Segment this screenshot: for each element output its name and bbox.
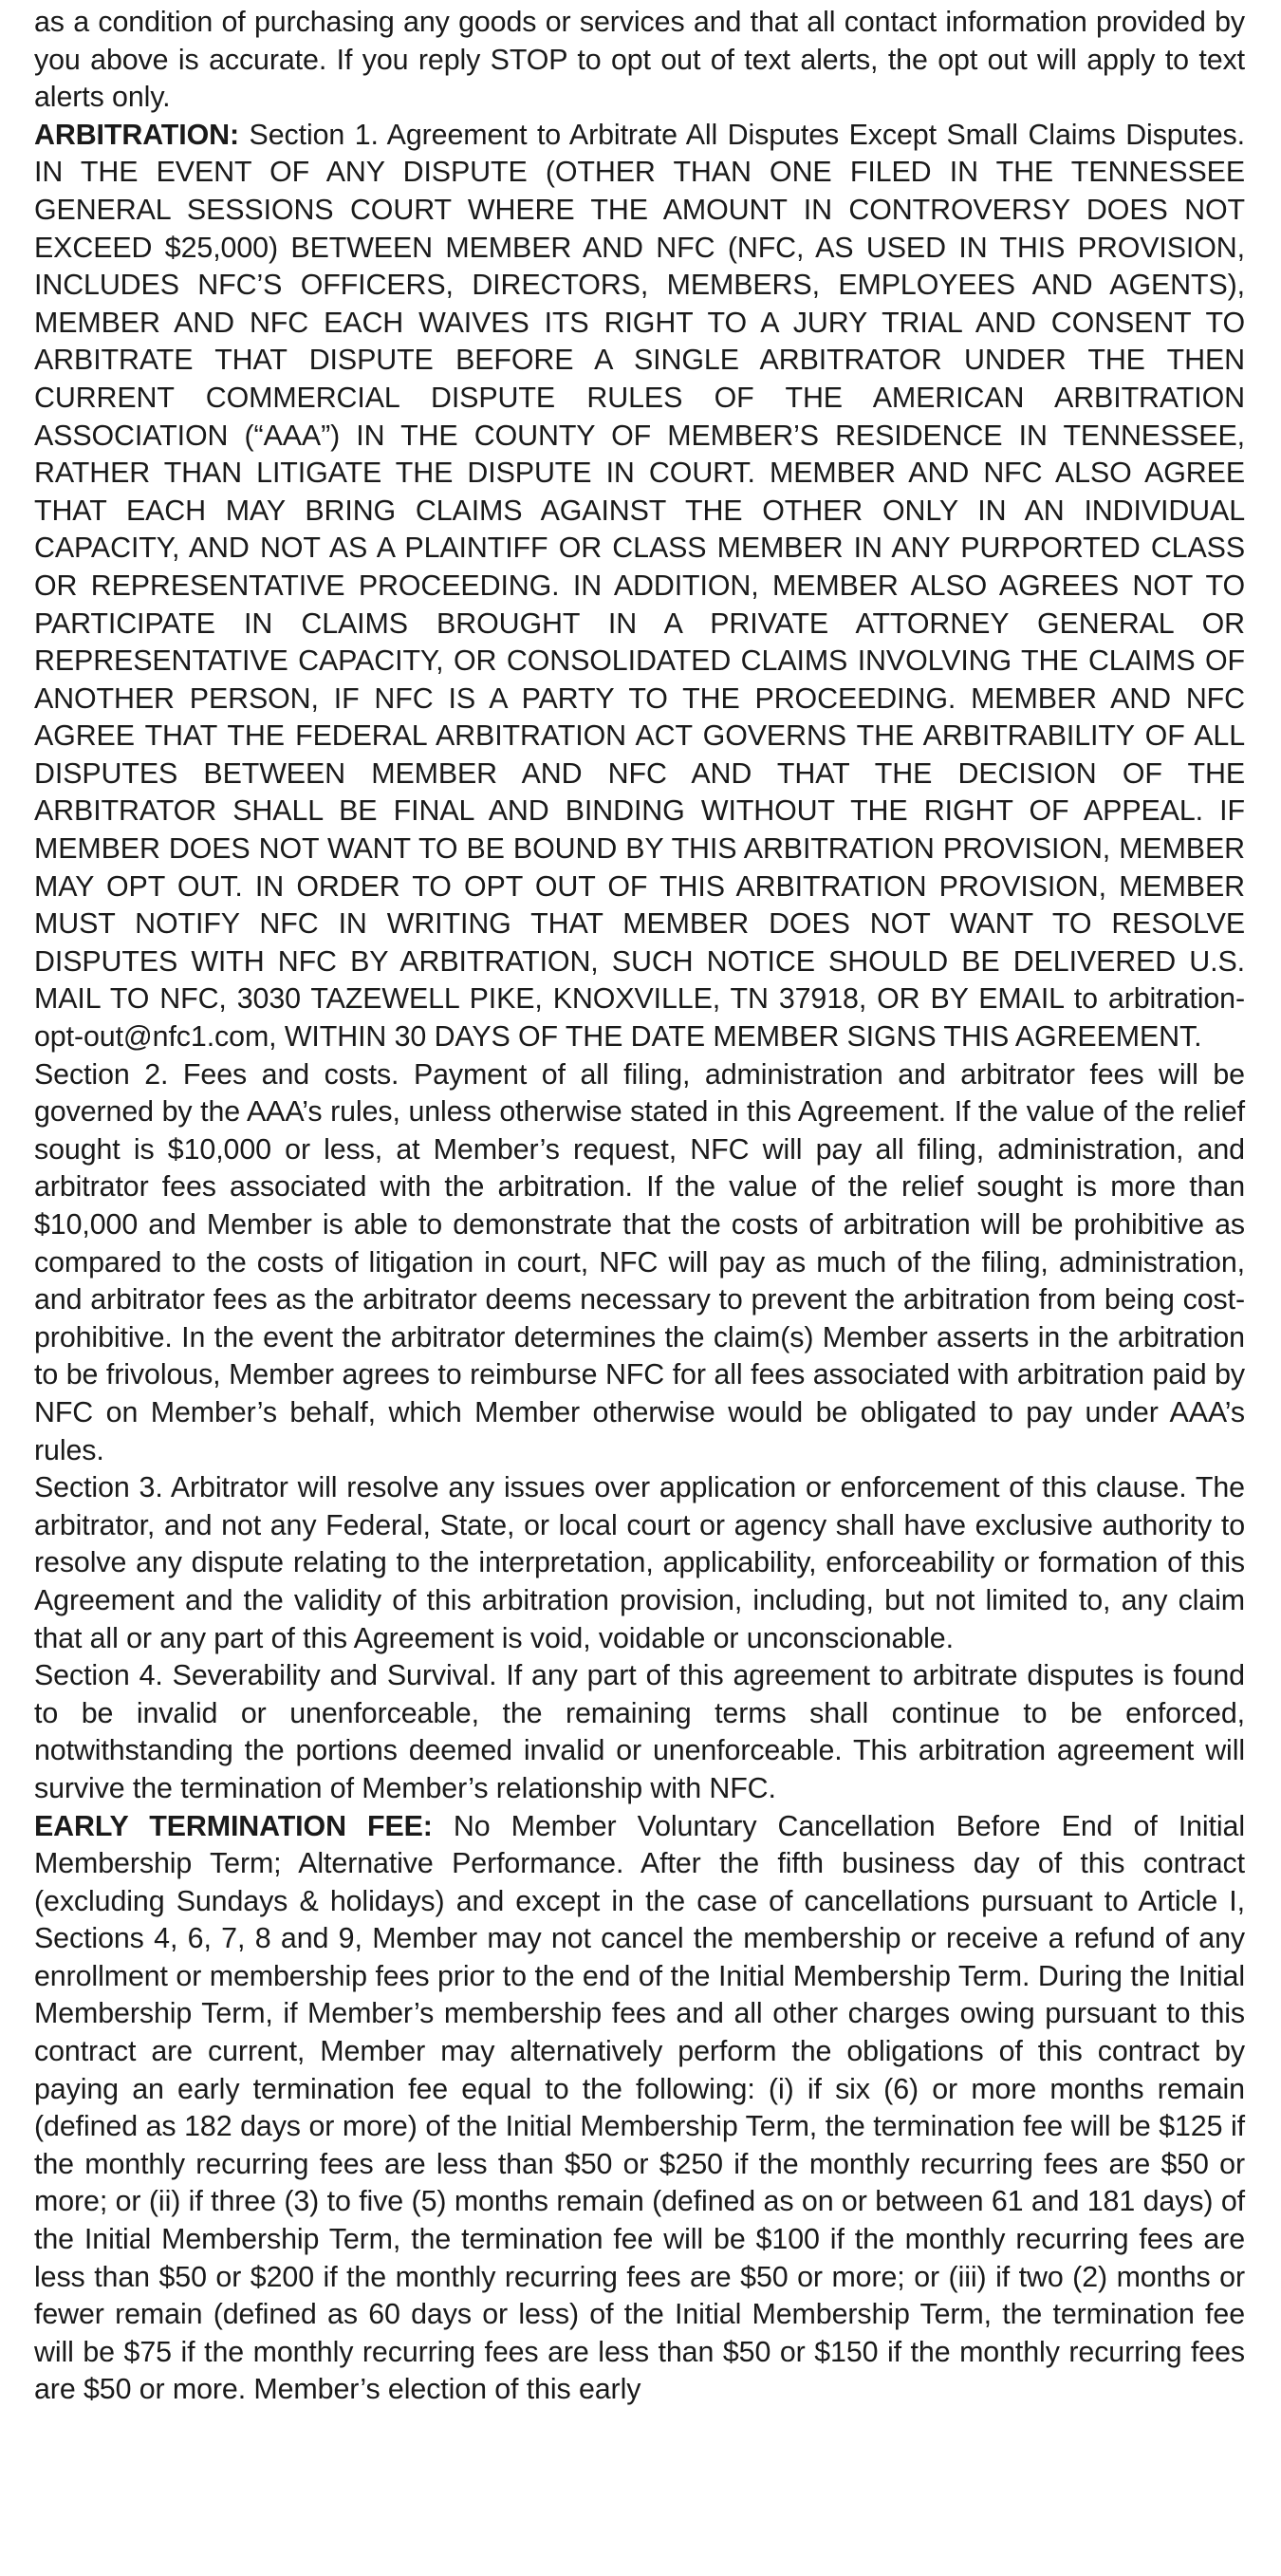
- arbitration-section-1: [34, 117, 1245, 1056]
- intro-text: as a condition of purchasing any goods or services and that all contact information provided by you above is accurate. If you reply STOP to opt out of text alerts, the opt out will apply to text alerts only.: [34, 6, 1245, 114]
- arbitration-section-4: [34, 1657, 1245, 1807]
- arbitration-heading: ARBITRATION:: [34, 118, 240, 151]
- arbitration-section-2: [34, 1056, 1245, 1470]
- early-termination-heading: EARLY TERMINATION FEE:: [34, 1809, 433, 1842]
- arbitration-section-3-text: Section 3. Arbitrator will resolve any issues over application or enforcement of this clause. The arbitrator, and not any Federal, State, or local court or agency shall have exclusive authority to resolve any dispute relating to the interpretation, applicability, enforceability or formation of this Agreement and the validity of this arbitration provision, including, but not limited to, any claim that all or any part of this Agreement is void, voidable or unconscionable.: [34, 1471, 1245, 1654]
- intro-paragraph: [34, 4, 1245, 117]
- early-termination-text: No Member Voluntary Cancellation Before End of Initial Membership Term; Alternative Performance. After the fifth business day of this contract (excluding Sundays & holidays) and except in the case of cancellations pursuant to Article I, Sections 4, 6, 7, 8 and 9, Member may not cancel the membership or receive a refund of any enrollment or membership fees prior to the end of the Initial Membership Term. During the Initial Membership Term, if Member’s membership fees and all other charges owing pursuant to this contract are current, Member may alternatively perform the obligations of this contract by paying an early termination fee equal to the following: (i) if six (6) or more months remain (defined as 182 days or more) of the Initial Membership Term, the termination fee will be $125 if the monthly recurring fees are less than $50 or $250 if the monthly recurring fees are $50 or more; or (ii) if three (3) to five (5) months remain (defined as on or between 61 and 181 days) of the Initial Membership Term, the termination fee will be $100 if the monthly recurring fees are less than $50 or $200 if the monthly recurring fees are $50 or more; or (iii) if two (2) months or fewer remain (defined as 60 days or less) of the Initial Membership Term, the termination fee will be $75 if the monthly recurring fees are less than $50 or $150 if the monthly recurring fees are $50 or more. Member’s election of this early: [34, 1809, 1245, 2406]
- document-page: [34, 4, 1245, 2409]
- early-termination-paragraph: [34, 1808, 1245, 2410]
- arbitration-section-1-text: Section 1. Agreement to Arbitrate All Disputes Except Small Claims Disputes. IN THE EVENT OF ANY DISPUTE (OTHER THAN ONE FILED IN THE TENNESSEE GENERAL SESSIONS COURT WHERE THE AMOUNT IN CONTROVERSY DOES NOT EXCEED $25,000) BETWEEN MEMBER AND NFC (NFC, AS USED IN THIS PROVISION, INCLUDES NFC’S OFFICERS, DIRECTORS, MEMBERS, EMPLOYEES AND AGENTS), MEMBER AND NFC EACH WAIVES ITS RIGHT TO A JURY TRIAL AND CONSENT TO ARBITRATE THAT DISPUTE BEFORE A SINGLE ARBITRATOR UNDER THE THEN CURRENT COMMERCIAL DISPUTE RULES OF THE AMERICAN ARBITRATION ASSOCIATION (“AAA”) IN THE COUNTY OF MEMBER’S RESIDENCE IN TENNESSEE, RATHER THAN LITIGATE THE DISPUTE IN COURT. MEMBER AND NFC ALSO AGREE THAT EACH MAY BRING CLAIMS AGAINST THE OTHER ONLY IN AN INDIVIDUAL CAPACITY, AND NOT AS A PLAINTIFF OR CLASS MEMBER IN ANY PURPORTED CLASS OR REPRESENTATIVE PROCEEDING. IN ADDITION, MEMBER ALSO AGREES NOT TO PARTICIPATE IN CLAIMS BROUGHT IN A PRIVATE ATTORNEY GENERAL OR REPRESENTATIVE CAPACITY, OR CONSOLIDATED CLAIMS INVOLVING THE CLAIMS OF ANOTHER PERSON, IF NFC IS A PARTY TO THE PROCEEDING. MEMBER AND NFC AGREE THAT THE FEDERAL ARBITRATION ACT GOVERNS THE ARBITRABILITY OF ALL DISPUTES BETWEEN MEMBER AND NFC AND THAT THE DECISION OF THE ARBITRATOR SHALL BE FINAL AND BINDING WITHOUT THE RIGHT OF APPEAL. IF MEMBER DOES NOT WANT TO BE BOUND BY THIS ARBITRATION PROVISION, MEMBER MAY OPT OUT. IN ORDER TO OPT OUT OF THIS ARBITRATION PROVISION, MEMBER MUST NOTIFY NFC IN WRITING THAT MEMBER DOES NOT WANT TO RESOLVE DISPUTES WITH NFC BY ARBITRATION, SUCH NOTICE SHOULD BE DELIVERED U.S. MAIL TO NFC, 3030 TAZEWELL PIKE, KNOXVILLE, TN 37918, OR BY EMAIL to arbitration-opt-out@nfc1.com, WITHIN 30 DAYS OF THE DATE MEMBER SIGNS THIS AGREEMENT.: [34, 118, 1245, 1054]
- arbitration-section-2-text: Section 2. Fees and costs. Payment of all filing, administration and arbitrator fees will be governed by the AAA’s rules, unless otherwise stated in this Agreement. If the value of the relief sought is $10,000 or less, at Member’s request, NFC will pay all filing, administration, and arbitrator fees associated with the arbitration. If the value of the relief sought is more than $10,000 and Member is able to demonstrate that the costs of arbitration will be prohibitive as compared to the costs of litigation in court, NFC will pay as much of the filing, administration, and arbitrator fees as the arbitrator deems necessary to prevent the arbitration from being cost-prohibitive. In the event the arbitrator determines the claim(s) Member asserts in the arbitration to be frivolous, Member agrees to reimburse NFC for all fees associated with arbitration paid by NFC on Member’s behalf, which Member otherwise would be obligated to pay under AAA’s rules.: [34, 1057, 1245, 1466]
- arbitration-section-4-text: Section 4. Severability and Survival. If any part of this agreement to arbitrate disputes is found to be invalid or unenforceable, the remaining terms shall continue to be enforced, notwithstanding the portions deemed invalid or unenforceable. This arbitration agreement will survive the termination of Member’s relationship with NFC.: [34, 1659, 1245, 1804]
- arbitration-section-3: [34, 1469, 1245, 1657]
